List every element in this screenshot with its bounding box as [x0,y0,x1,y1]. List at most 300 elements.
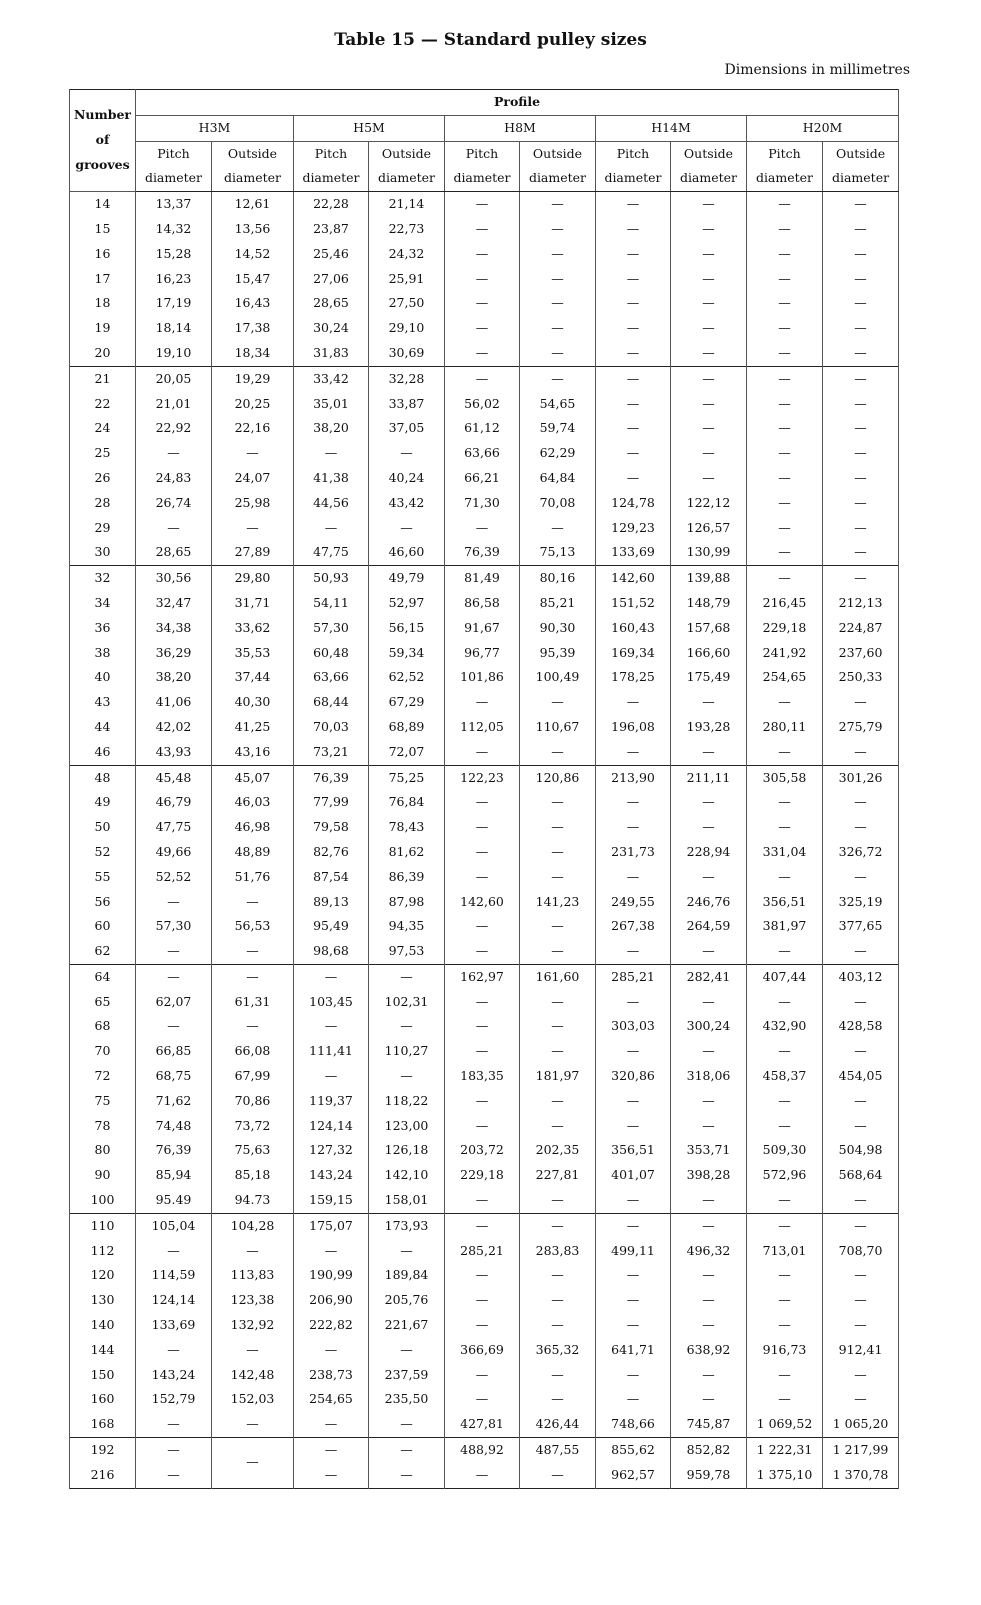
value-cell: 13,37 [136,192,212,217]
table-row [70,1463,899,1488]
value-cell: 398,28 [671,1163,747,1188]
value-cell: 41,38 [294,466,369,491]
value-cell: — [596,416,671,441]
value-cell: 91,67 [445,616,520,641]
value-cell: — [212,1412,294,1437]
value-cell: — [294,1338,369,1363]
value-cell: 74,48 [136,1114,212,1139]
value-cell: 77,99 [294,790,369,815]
table-row [70,591,899,616]
profile-h8m-header: H8M [445,115,596,141]
value-cell: — [369,1463,445,1488]
h5m-pitch-label: Pitch [294,141,369,166]
value-cell: — [136,1014,212,1039]
value-cell: — [445,242,520,267]
table-row [70,1138,899,1163]
grooves-cell: 36 [70,616,136,641]
value-cell: 118,22 [369,1089,445,1114]
value-cell: — [596,192,671,217]
value-cell: — [520,1014,596,1039]
value-cell: 70,86 [212,1089,294,1114]
grooves-cell: 24 [70,416,136,441]
value-cell: 95.49 [136,1188,212,1213]
value-cell: — [445,790,520,815]
value-cell: — [671,441,747,466]
grooves-cell: 216 [70,1463,136,1488]
value-cell: 56,02 [445,392,520,417]
value-cell: 572,96 [747,1163,823,1188]
value-cell: — [823,267,899,292]
value-cell: — [445,291,520,316]
value-cell: 31,83 [294,341,369,366]
value-cell: — [671,1213,747,1238]
value-cell: 280,11 [747,715,823,740]
value-cell: — [212,1014,294,1039]
value-cell: — [369,1064,445,1089]
value-cell: 52,52 [136,865,212,890]
value-cell: 285,21 [445,1239,520,1264]
value-cell: 175,49 [671,665,747,690]
value-cell: — [445,990,520,1015]
value-cell: 139,88 [671,566,747,591]
value-cell: — [445,1463,520,1488]
table-row [70,192,899,217]
value-cell: 70,08 [520,491,596,516]
value-cell: — [369,1338,445,1363]
value-cell: — [520,242,596,267]
value-cell: — [747,1263,823,1288]
value-cell: — [520,1313,596,1338]
value-cell: 101,86 [445,665,520,690]
profile-h20m-header: H20M [747,115,899,141]
value-cell: 24,07 [212,466,294,491]
value-cell: — [596,1213,671,1238]
value-cell: — [520,1039,596,1064]
h14m-pitch-diameter-label: diameter [596,166,671,191]
value-cell: 246,76 [671,890,747,915]
value-cell: — [823,1213,899,1238]
value-cell: 25,98 [212,491,294,516]
table-row [70,865,899,890]
table-row [70,616,899,641]
table-row [70,890,899,915]
table-row [70,217,899,242]
value-cell: — [596,1313,671,1338]
grooves-cell: 16 [70,242,136,267]
grooves-cell: 110 [70,1213,136,1238]
value-cell: 221,67 [369,1313,445,1338]
grooves-cell: 120 [70,1263,136,1288]
value-cell: — [445,267,520,292]
value-cell: — [747,466,823,491]
value-cell: 130,99 [671,540,747,565]
h8m-pitch-diameter-label: diameter [445,166,520,191]
value-cell: 254,65 [747,665,823,690]
value-cell: 496,32 [671,1239,747,1264]
value-cell: — [445,840,520,865]
value-cell: — [136,1338,212,1363]
value-cell: — [823,416,899,441]
value-cell: — [212,441,294,466]
value-cell: — [520,990,596,1015]
grooves-cell: 49 [70,790,136,815]
value-cell: 159,15 [294,1188,369,1213]
value-cell: 76,84 [369,790,445,815]
profile-h14m-header: H14M [596,115,747,141]
value-cell: 196,08 [596,715,671,740]
grooves-cell: 38 [70,641,136,666]
value-cell: — [596,740,671,765]
value-cell: 143,24 [136,1363,212,1388]
value-cell: — [445,1188,520,1213]
value-cell: 43,16 [212,740,294,765]
value-cell: — [520,516,596,541]
value-cell: 40,24 [369,466,445,491]
value-cell: 64,84 [520,466,596,491]
table-row [70,441,899,466]
value-cell: 250,33 [823,665,899,690]
value-cell: 61,31 [212,990,294,1015]
value-cell: — [671,740,747,765]
value-cell: — [445,865,520,890]
value-cell: 94.73 [212,1188,294,1213]
value-cell: 70,03 [294,715,369,740]
value-cell: 305,58 [747,765,823,790]
value-cell: 111,41 [294,1039,369,1064]
grooves-cell: 52 [70,840,136,865]
grooves-cell: 18 [70,291,136,316]
value-cell: 105,04 [136,1213,212,1238]
table-row [70,1313,899,1338]
value-cell: — [294,1463,369,1488]
value-cell: 78,43 [369,815,445,840]
value-cell: — [369,516,445,541]
value-cell: — [520,740,596,765]
value-cell: 227,81 [520,1163,596,1188]
value-cell: — [671,1039,747,1064]
value-cell: — [671,366,747,391]
h20m-pitch-diameter-label: diameter [747,166,823,191]
value-cell: — [369,964,445,989]
value-cell: 300,24 [671,1014,747,1039]
value-cell: 183,35 [445,1064,520,1089]
value-cell: — [596,1363,671,1388]
table-row [70,491,899,516]
value-cell: — [445,1288,520,1313]
table-row [70,566,899,591]
table-row [70,1288,899,1313]
value-cell: — [747,540,823,565]
value-cell: — [136,939,212,964]
value-cell: 37,44 [212,665,294,690]
value-cell: 46,03 [212,790,294,815]
value-cell: 100,49 [520,665,596,690]
value-cell: — [596,1387,671,1412]
value-cell: 181,97 [520,1064,596,1089]
value-cell: — [520,1213,596,1238]
grooves-cell: 60 [70,914,136,939]
grooves-cell: 29 [70,516,136,541]
value-cell: 365,32 [520,1338,596,1363]
value-cell: 47,75 [136,815,212,840]
value-cell: 133,69 [596,540,671,565]
h8m-outside-diameter-label: diameter [520,166,596,191]
value-cell: — [823,217,899,242]
value-cell: 52,97 [369,591,445,616]
table-row [70,964,899,989]
value-cell: — [294,1014,369,1039]
value-cell: 509,30 [747,1138,823,1163]
grooves-cell: 100 [70,1188,136,1213]
value-cell: — [671,466,747,491]
table-title: Table 15 — Standard pulley sizes [334,30,647,50]
value-cell: 303,03 [596,1014,671,1039]
value-cell: 366,69 [445,1338,520,1363]
value-cell: 32,47 [136,591,212,616]
value-cell: 14,52 [212,242,294,267]
value-cell: 46,98 [212,815,294,840]
value-cell: 15,28 [136,242,212,267]
table-row [70,1263,899,1288]
value-cell: 141,23 [520,890,596,915]
value-cell: 112,05 [445,715,520,740]
value-cell: — [747,740,823,765]
value-cell: 25,46 [294,242,369,267]
value-cell: — [823,790,899,815]
grooves-cell: 20 [70,341,136,366]
value-cell: 89,13 [294,890,369,915]
value-cell: 62,29 [520,441,596,466]
value-cell: 46,79 [136,790,212,815]
table-row [70,1163,899,1188]
value-cell: 54,11 [294,591,369,616]
value-cell: 432,90 [747,1014,823,1039]
value-cell: — [823,341,899,366]
value-cell: 133,69 [136,1313,212,1338]
table-row [70,740,899,765]
h3m-outside-diameter-label: diameter [212,166,294,191]
value-cell: — [445,740,520,765]
value-cell: — [369,1014,445,1039]
value-cell: 407,44 [747,964,823,989]
value-cell: — [823,566,899,591]
value-cell: 122,23 [445,765,520,790]
value-cell: — [136,516,212,541]
grooves-cell: 140 [70,1313,136,1338]
value-cell: 231,73 [596,840,671,865]
value-cell: 30,24 [294,316,369,341]
profile-h3m-header: H3M [136,115,294,141]
value-cell: 62,52 [369,665,445,690]
value-cell: 96,77 [445,641,520,666]
value-cell: 162,97 [445,964,520,989]
value-cell: 18,14 [136,316,212,341]
table-row [70,1412,899,1437]
table-row [70,790,899,815]
value-cell: 80,16 [520,566,596,591]
value-cell: 63,66 [445,441,520,466]
value-cell: — [671,1288,747,1313]
grooves-cell: 62 [70,939,136,964]
h3m-pitch-label: Pitch [136,141,212,166]
value-cell: 301,26 [823,765,899,790]
value-cell: — [671,192,747,217]
value-cell: — [294,516,369,541]
grooves-cell: 68 [70,1014,136,1039]
value-cell: 190,99 [294,1263,369,1288]
value-cell: 264,59 [671,914,747,939]
value-cell: — [596,865,671,890]
value-cell: 29,80 [212,566,294,591]
table-row [70,316,899,341]
table-row [70,1213,899,1238]
value-cell: 427,81 [445,1412,520,1437]
value-cell: — [823,1288,899,1313]
h20m-outside-diameter-label: diameter [823,166,899,191]
value-cell: — [671,1188,747,1213]
value-cell: — [294,1064,369,1089]
value-cell: 708,70 [823,1239,899,1264]
value-cell: 97,53 [369,939,445,964]
value-cell: 38,20 [294,416,369,441]
value-cell: — [671,1387,747,1412]
value-cell: 17,19 [136,291,212,316]
value-cell: — [823,1313,899,1338]
table-row [70,466,899,491]
value-cell: 638,92 [671,1338,747,1363]
value-cell: 748,66 [596,1412,671,1437]
table-body [70,192,899,1488]
value-cell: 205,76 [369,1288,445,1313]
value-cell: — [520,914,596,939]
value-cell: 59,74 [520,416,596,441]
value-cell: — [445,1213,520,1238]
value-cell: — [520,267,596,292]
value-cell: 68,44 [294,690,369,715]
value-cell: 68,89 [369,715,445,740]
value-cell: 142,60 [445,890,520,915]
value-cell: 87,98 [369,890,445,915]
value-cell: — [747,416,823,441]
value-cell: — [823,1089,899,1114]
h14m-outside-diameter-label: diameter [671,166,747,191]
value-cell: — [369,1412,445,1437]
value-cell: 57,30 [136,914,212,939]
value-cell: — [520,815,596,840]
value-cell: 229,18 [445,1163,520,1188]
value-cell: — [369,1239,445,1264]
value-cell: 24,83 [136,466,212,491]
h20m-outside-label: Outside [823,141,899,166]
grooves-cell: 50 [70,815,136,840]
table-row [70,267,899,292]
value-cell: — [671,939,747,964]
value-cell: — [747,516,823,541]
value-cell: 50,93 [294,566,369,591]
value-cell: 157,68 [671,616,747,641]
grooves-cell: 144 [70,1338,136,1363]
value-cell: — [596,1039,671,1064]
value-cell: — [212,516,294,541]
value-cell: 57,30 [294,616,369,641]
value-cell: — [445,939,520,964]
value-cell: — [520,316,596,341]
value-cell: 45,48 [136,765,212,790]
value-cell: 487,55 [520,1438,596,1463]
value-cell: 22,92 [136,416,212,441]
value-cell: — [747,939,823,964]
table-row [70,291,899,316]
value-cell: 193,28 [671,715,747,740]
value-cell: 30,69 [369,341,445,366]
value-cell: 206,90 [294,1288,369,1313]
h14m-outside-label: Outside [671,141,747,166]
value-cell: — [823,392,899,417]
table-row [70,1239,899,1264]
value-cell: 142,10 [369,1163,445,1188]
value-cell: 25,91 [369,267,445,292]
value-cell: 75,63 [212,1138,294,1163]
value-cell: — [445,1114,520,1139]
value-cell: — [369,441,445,466]
value-cell: — [445,1039,520,1064]
value-cell: — [823,441,899,466]
value-cell: — [823,192,899,217]
grooves-cell: 56 [70,890,136,915]
value-cell: 95,39 [520,641,596,666]
table-header [70,90,899,192]
value-cell: 129,23 [596,516,671,541]
grooves-cell: 64 [70,964,136,989]
value-cell: 132,92 [212,1313,294,1338]
value-cell: 212,13 [823,591,899,616]
table-row [70,939,899,964]
value-cell: 16,43 [212,291,294,316]
grooves-cell: 130 [70,1288,136,1313]
value-cell: 40,30 [212,690,294,715]
value-cell: — [823,1114,899,1139]
value-cell: 504,98 [823,1138,899,1163]
value-cell: — [823,291,899,316]
value-cell: — [294,441,369,466]
grooves-cell: 28 [70,491,136,516]
value-cell: 85,18 [212,1163,294,1188]
value-cell: 169,34 [596,641,671,666]
value-cell: — [747,441,823,466]
value-cell: 35,01 [294,392,369,417]
value-cell: — [136,1463,212,1488]
table-row [70,1039,899,1064]
value-cell: — [823,466,899,491]
value-cell: 60,48 [294,641,369,666]
value-cell: 27,06 [294,267,369,292]
value-cell: 90,30 [520,616,596,641]
table-row [70,1188,899,1213]
grooves-cell: 65 [70,990,136,1015]
value-cell: 855,62 [596,1438,671,1463]
table-row [70,665,899,690]
value-cell: 24,32 [369,242,445,267]
value-cell: — [823,1263,899,1288]
grooves-cell: 21 [70,366,136,391]
value-cell: — [520,1188,596,1213]
table-row [70,1014,899,1039]
value-cell: — [823,540,899,565]
value-cell: 238,73 [294,1363,369,1388]
value-cell: 32,28 [369,366,445,391]
value-cell: 318,06 [671,1064,747,1089]
value-cell: — [596,790,671,815]
